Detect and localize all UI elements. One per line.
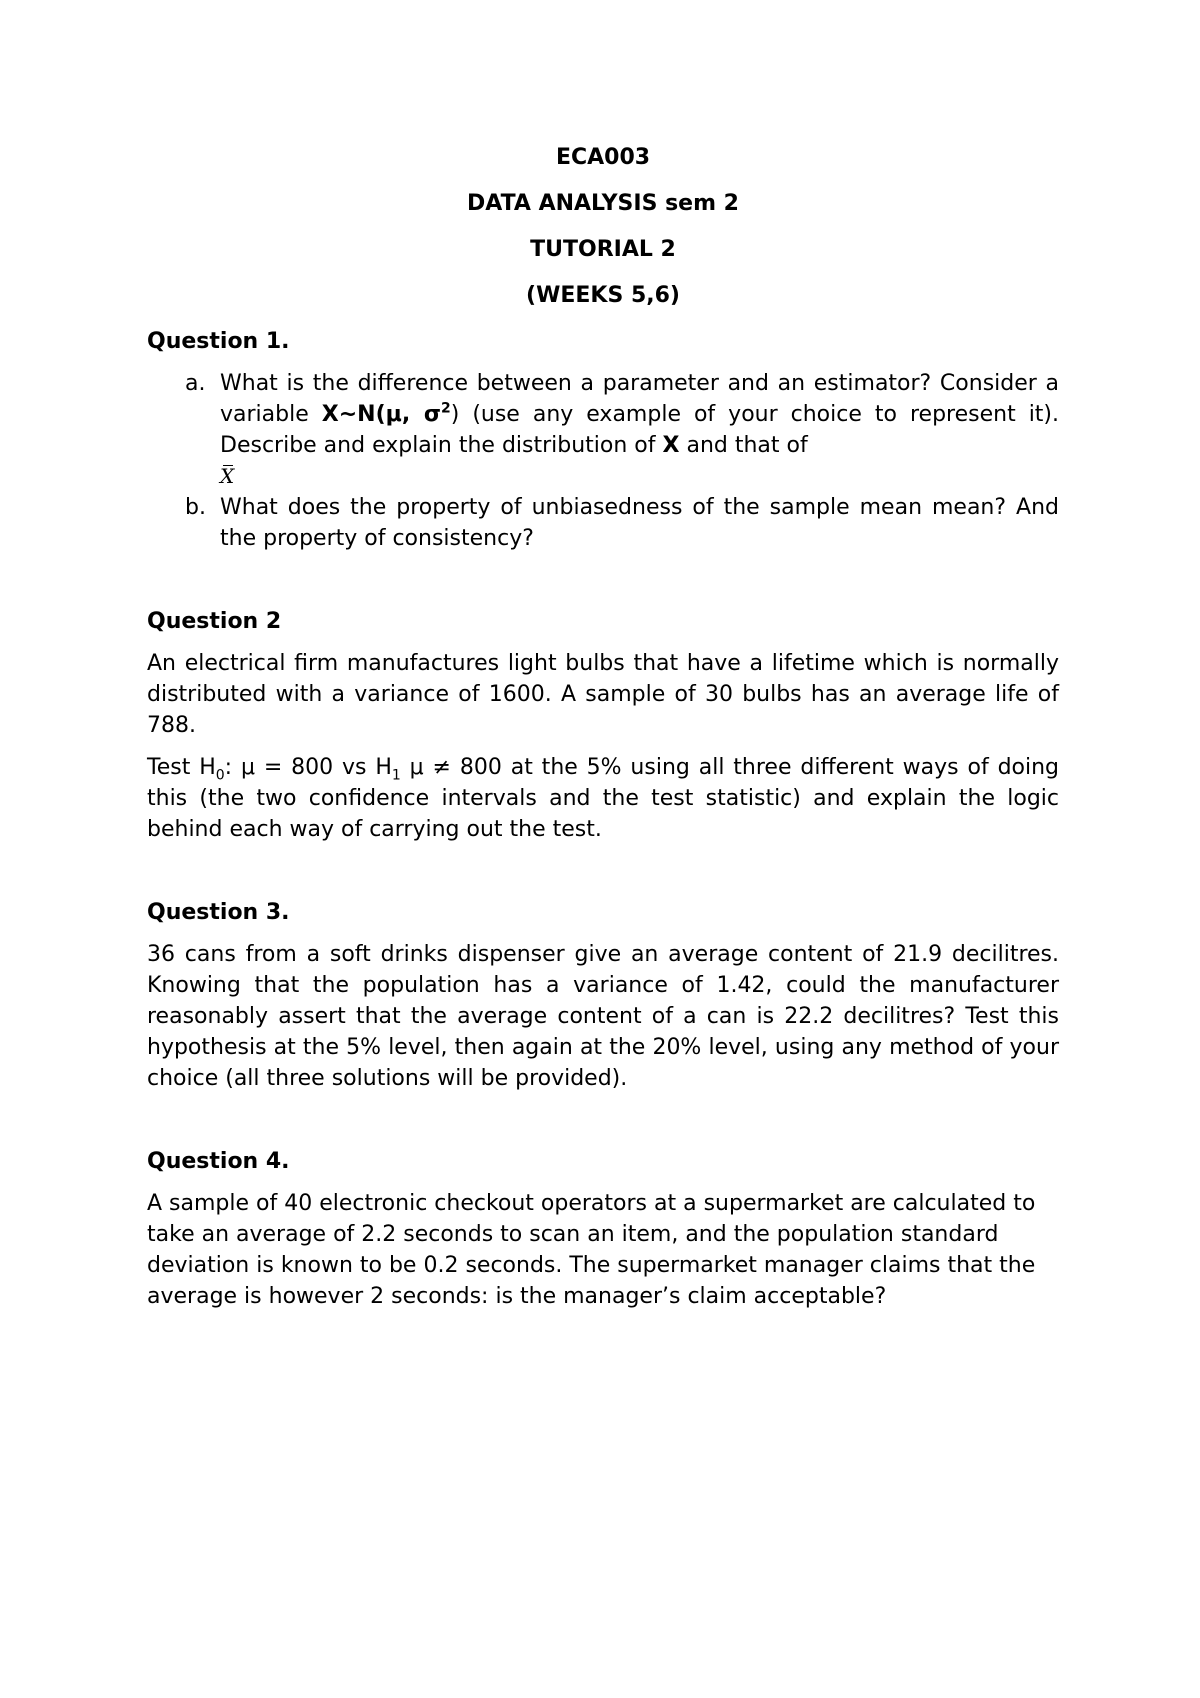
variable-distribution: X~N(μ, $\sigma^2$ <box>321 400 451 427</box>
tutorial-title: TUTORIAL 2 <box>530 237 676 262</box>
question-3-paragraph: 36 cans from a soft drinks dispenser give an average content of 21.9 decilitres. Knowing that the population has a variance of 1.42, could the manufacturer reasonably assert that the average content of a can is 22.2 decilitres? Test this hypothesis at the 5% level, then again at the 20% level, using any method of your choice (all three solutions will be provided). <box>147 942 1059 1091</box>
list-marker: b. <box>185 495 206 520</box>
list-marker: a. <box>185 371 206 396</box>
question-1-parts <box>147 368 1059 554</box>
question-1b <box>147 492 1059 554</box>
variable-x: X <box>662 433 680 458</box>
question-1a-text-1: What is the difference between a parameter and an estimator? Consider a variable <box>220 371 1059 427</box>
question-2-heading: Question 2 <box>147 609 282 634</box>
question-4-heading: Question 4. <box>147 1149 290 1174</box>
weeks-label: (WEEKS 5,6) <box>526 283 680 308</box>
question-1a <box>147 368 1059 492</box>
course-name: DATA ANALYSIS sem 2 <box>467 191 739 216</box>
question-1a-text-3: and that of <box>679 433 808 458</box>
question-2-paragraph: An electrical firm manufactures light bulbs that have a lifetime which is normally distributed with a variance of 1600. A sample of 30 bulbs has an average life of 788. <box>147 651 1059 738</box>
document-page <box>147 142 1059 1312</box>
x-bar-symbol: X <box>220 461 234 492</box>
question-2-hypothesis: Test $H_0$: μ = 800 vs $H_1$ μ ≠ 800 at the 5% using all three different ways of doing this (the two confidence intervals and the test statistic) and explain the logic behind each way of carrying out the test. <box>147 755 1060 842</box>
question-1-heading: Question 1. <box>147 329 290 354</box>
question-1a-text-2: ) (use any example of your choice to represent it). Describe and explain the distribution of <box>220 402 1060 458</box>
question-1b-text: What does the property of unbiasedness of the sample mean mean? And the property of consistency? <box>220 495 1059 551</box>
question-3-heading: Question 3. <box>147 900 290 925</box>
course-code: ECA003 <box>555 145 651 170</box>
question-4-paragraph: A sample of 40 electronic checkout operators at a supermarket are calculated to take an average of 2.2 seconds to scan an item, and the population standard deviation is known to be 0.2 seconds. The supermarket manager claims that the average is however 2 seconds: is the manager’s claim acceptable? <box>147 1191 1036 1309</box>
